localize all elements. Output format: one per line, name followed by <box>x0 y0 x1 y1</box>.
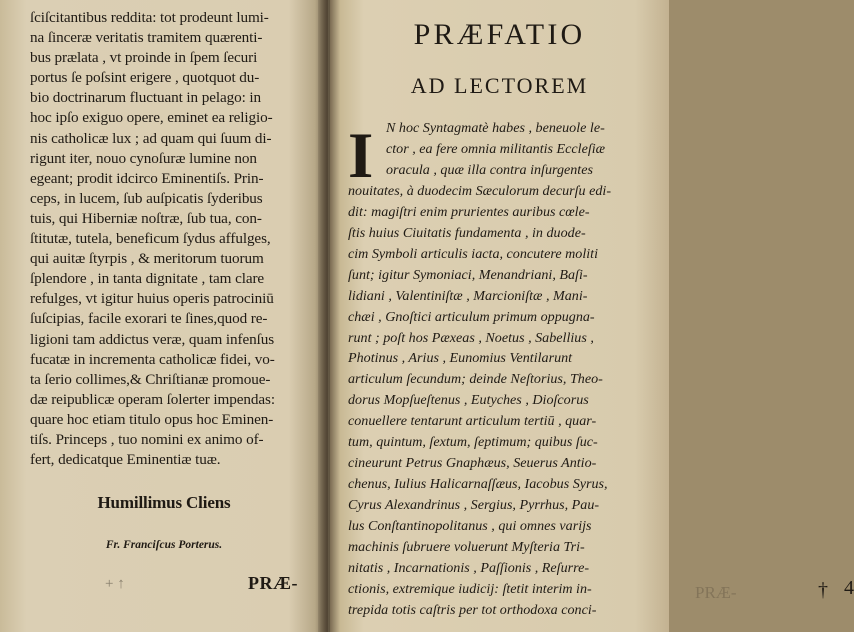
page-title: PRÆFATIO <box>413 18 586 51</box>
text-line: dæ reipublicæ operam ſolerter impendas: <box>30 390 275 408</box>
text-line: tuis, qui Hiberniæ noſtræ, ſub tua, con- <box>30 209 262 227</box>
text-line: chæi , Gnoſtici articulum primum oppugna- <box>348 308 595 325</box>
text-line: egeant; prodit idcirco Eminentiſs. Prin- <box>30 169 264 187</box>
text-line: cineurunt Petrus Gnaphæus, Seuerus Antio- <box>348 455 597 472</box>
text-line: dorus Mopſueſtenus , Eutyches , Dioſcorus <box>348 392 589 409</box>
text-line: tum, quintum, ſextum, ſeptimum; quibus ſuc- <box>348 434 598 451</box>
text-line: conuellere tentarunt articulum tertiū , quar- <box>348 413 597 430</box>
right-page <box>330 0 854 632</box>
text-line: lidiani , Valentiniſtæ , Marcioniſtæ , Mani- <box>348 287 588 304</box>
catchword: PRÆ- <box>248 573 298 593</box>
text-line: fucatæ in incrementa catholicæ fidei, vo- <box>30 350 275 368</box>
text-line: articulum ſecundum; deinde Neſtorius, Theo- <box>348 371 603 388</box>
text-line: machinis ſubruere voluerunt Myſteria Tri- <box>348 539 585 556</box>
text-line: quare hoc etiam titulo opus hoc Eminen- <box>30 410 274 428</box>
text-line: na ſinceræ veritatis tramitem quærenti- <box>30 29 263 47</box>
text-line: tiſs. Princeps , tuo nomini ex animo of- <box>30 430 264 448</box>
text-line: hoc ipſo exiguo opere, eminet ea religio- <box>30 109 273 127</box>
text-line: nis catholicæ lux ; ad quam qui ſuum di- <box>30 129 272 147</box>
drop-cap: I <box>348 120 374 192</box>
text-line: portus ſe poſsint erigere , quotquot du- <box>30 69 260 87</box>
faint-page-mark: + ↑ <box>105 576 125 592</box>
text-line: runt ; poſt hos Pæxeas , Noetus , Sabellius , <box>348 329 594 346</box>
text-line: oracula , quæ illa contra inſurgentes <box>386 161 593 178</box>
text-line: N hoc Syntagmatè habes , beneuole le- <box>386 120 605 136</box>
dagger-mark: † <box>818 579 828 601</box>
text-line: nitatis , Incarnationis , Paſſionis , Reſurre- <box>348 560 590 577</box>
text-line: bio doctrinarum fluctuant in pelago: in <box>30 89 262 107</box>
text-line: ſunt; igitur Symoniaci, Menandriani, Baſi- <box>348 266 588 283</box>
text-line: ta ſerio collimes,& Chriſtianæ promoue- <box>30 370 271 388</box>
text-line: ctionis, extremique iudicij: ſtetit interim in- <box>348 580 592 597</box>
text-line: ligioni tam addictus veræ, quam infenſus <box>30 330 275 348</box>
text-line: nouitates, à duodecim Sæculorum decurſu edi- <box>348 182 612 199</box>
text-line: qui auitæ ſtyrpis , & meritorum tuorum <box>30 250 264 268</box>
page-number: 4 <box>844 577 854 599</box>
text-line: cim Symboli articulis iacta, concutere moliti <box>348 245 598 262</box>
left-text-block <box>30 8 330 470</box>
text-line: refulges, vt igitur huius operis patrociniū <box>30 290 274 308</box>
faint-catchword: PRÆ- <box>695 583 737 602</box>
signoff: Humillimus Cliens <box>97 493 231 512</box>
right-text-block <box>348 118 656 621</box>
text-line: dit: magiſtri enim prurientes auribus cœle- <box>348 203 590 220</box>
text-line: chenus, Iulius Halicarnaſſæus, Iacobus Syrus, <box>348 476 608 493</box>
text-line: rigunt iter, nouo cynoſuræ lumine non <box>30 149 257 167</box>
text-line: ſciſcitantibus reddita: tot prodeunt lumi- <box>30 9 269 26</box>
signature-line: Fr. Franciſcus Porterus. <box>105 539 223 551</box>
text-line: ceps, in lucem, ſub auſpicatis ſyderibus <box>30 189 263 207</box>
text-line: ſtis huius Ciuitatis fundamenta , in duode- <box>348 224 586 241</box>
text-line: Photinus , Arius , Eunomius Ventilarunt <box>348 350 573 367</box>
text-line: lus Conſtantinopolitanus , qui omnes varijs <box>348 518 592 535</box>
text-line: ſplendore , in tanta dignitate , tam clare <box>30 270 265 288</box>
left-page <box>0 0 328 632</box>
text-line: fert, dedicatque Eminentiæ tuæ. <box>30 451 221 469</box>
text-line: ſtitutæ, tutela, beneficum ſydus affulges, <box>30 230 271 248</box>
text-line: bus prælata , vt proinde in ſpem ſecuri <box>30 49 258 67</box>
page-subtitle: AD LECTOREM <box>410 73 589 98</box>
text-line: ctor , ea fere omnia militantis Eccleſiæ <box>386 140 606 157</box>
text-line: trepida totis caſtris per tot orthodoxa conci- <box>348 601 597 618</box>
text-line: Cyrus Alexandrinus , Sergius, Pyrrhus, Pau- <box>348 497 600 514</box>
text-line: ſuſcipias, facile exorari te ſines,quod re- <box>30 310 268 328</box>
